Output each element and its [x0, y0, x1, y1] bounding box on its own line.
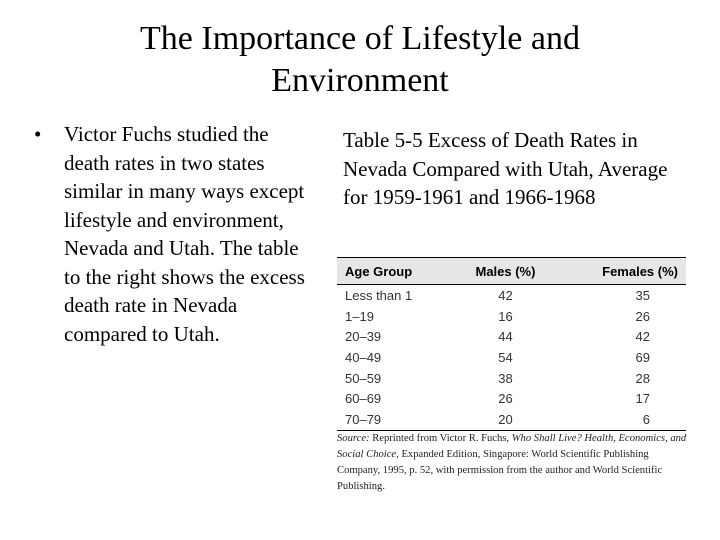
table-header-row: [337, 258, 686, 285]
cell-age-group: 70–79: [337, 409, 453, 430]
table-row: [337, 388, 686, 409]
table-row: [337, 306, 686, 327]
cell-females: 17: [635, 391, 650, 407]
cell-females: 42: [635, 329, 650, 345]
cell-females: 26: [635, 308, 650, 324]
cell-males: 54: [498, 349, 513, 365]
cell-age-group: 50–59: [345, 370, 382, 386]
cell-females: 6: [558, 409, 686, 430]
cell-age-group: 20–39: [345, 329, 382, 345]
cell-males: 44: [498, 329, 513, 345]
table-caption: Table 5-5 Excess of Death Rates in Nevada Compared with Utah, Average for 1959-1961 and 1966-1968: [343, 128, 668, 209]
table-row: [337, 326, 686, 347]
bullet-text: Victor Fuchs studied the death rates in two states similar in many ways except lifestyle and environment, Nevada and Utah. The table to the right shows the excess death rate in Nevada compared to Utah.: [64, 122, 305, 346]
source-label: Source:: [337, 433, 370, 444]
cell-males: 42: [498, 287, 513, 303]
cell-females: 28: [635, 370, 650, 386]
header-males: Males (%): [453, 258, 559, 285]
table-row: [337, 368, 686, 389]
table-row: [337, 347, 686, 368]
cell-age-group: Less than 1: [345, 287, 413, 303]
source-text-rest: Expanded Edition, Singapore: World Scientific Publishing Company, 1995, p. 52, with permission from the author and World Scientific Publishing.: [337, 449, 663, 492]
cell-females: 69: [635, 349, 650, 365]
table-row: [337, 409, 686, 430]
header-females: Females (%): [558, 258, 686, 285]
source-text: Reprinted from Victor R. Fuchs,: [369, 433, 512, 444]
cell-males: 16: [498, 308, 513, 324]
cell-females: 35: [635, 287, 650, 303]
table-source-note: [337, 431, 687, 495]
cell-age-group: 1–19: [345, 308, 374, 324]
slide-title: The Importance of Lifestyle and Environment: [140, 20, 580, 99]
cell-males: 38: [498, 370, 513, 386]
death-rate-table: [337, 257, 686, 431]
cell-age-group: 40–49: [345, 349, 382, 365]
cell-males: 26: [498, 391, 513, 407]
table-row: [337, 285, 686, 306]
bullet-icon: •: [34, 122, 42, 146]
cell-males: 20: [453, 409, 559, 430]
cell-age-group: 60–69: [345, 391, 382, 407]
source-book-title: Who Shall Live? Health, Economics, and Social Choice,: [337, 433, 687, 460]
header-age-group: Age Group: [337, 258, 453, 285]
